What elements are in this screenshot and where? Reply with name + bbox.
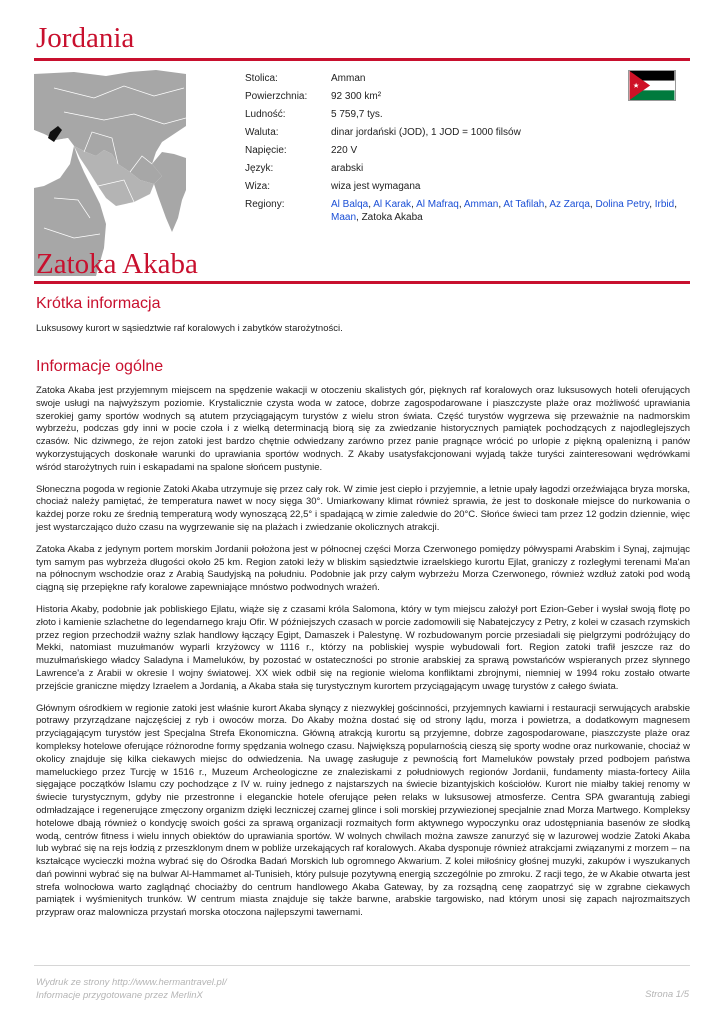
footer-credit: Informacje przygotowane przez MerlinX [36, 990, 203, 1001]
short-info-heading: Krótka informacja [36, 295, 161, 312]
jordan-flag [628, 70, 676, 101]
fact-value: 92 300 km² [331, 91, 382, 102]
title-divider [34, 58, 690, 61]
fact-value: 220 V [331, 145, 358, 156]
region-link-irbid[interactable]: Irbid [654, 199, 675, 210]
fact-label: Napięcie: [245, 145, 287, 156]
fact-label: Waluta: [245, 127, 279, 138]
paragraph: Słoneczna pogoda w regionie Zatoki Akaba utrzymuje się przez cały rok. W zimie jest ciepło i przyjemnie, a letnie upały łagodzi orzeźwiająca bryza morska, chociaż należy pamiętać, że temperatura nawet w nocy sięga 30°. Umiarkowany klimat również sprawia, że jest to doskonałe miejsce do nurkowania o każdej porze roku ze średnią temperaturą wody wynoszącą 22,5° i spadającą w zimie zaledwie do 20°C. Słońce świeci tam przez 12 godzin dziennie, więc jest wystarczająco dużo czasu na wygrzewanie się na plażach i zwiedzanie okolicznych atrakcji. [36, 483, 690, 533]
fact-label: Powierzchnia: [245, 91, 308, 102]
fact-area [245, 90, 690, 103]
paragraph: Historia Akaby, podobnie jak pobliskiego Ejlatu, wiąże się z czasami króla Salomona, który w tym miejscu założył port Ezion-Geber i wysłał swoją flotę po złoto i kamienie szlachetne do legendarnego kraju Ofir. W późniejszych czasach w porcie zadomowili się Nabatejczycy z Petry, z kolei w czasach rzymskich przez region przechodził ważny szlak handlowy łączący Egipt, Damaszek i Palestynę. W rozbudowanym porcie przesiadali się pielgrzymi podróżujący do Mekki, natomiast muzułmanów wyparli krzyżowcy w 1116 r., którzy na pobliskiej wyspie wybudowali fort. Region zatoki trafił jeszcze raz do muzułmańskiego władcy Saladyna i Mameluków, by pozostać w ostateczności po stronie arabskiej za sprawą powstańców wspieranych przez słynnego Lawrence'a z Arabii w okresie I wojny światowej. XX wiek odbił się na regionie wieloma konfliktami zbrojnymi, niemniej w 1994 roku zostało otwarte przejście graniczne między Izraelem a Jordanią, a Akaba stała się turystycznym kurortem przyciągającym uwagę turystów z całego świata. [36, 603, 691, 692]
paragraph: Zatoka Akaba jest przyjemnym miejscem na spędzenie wakacji w otoczeniu skalistych gór, pięknych raf koralowych oraz luksusowych hoteli oferujących swoje usługi na najwyższym poziomie. Krystalicznie czysta woda w zatoce, dobrze zagospodarowane i piaszczyste plaże oraz możliwość uprawiania szerokiej gamy sportów wodnych są atutem przyciągającym turystów z wielu stron świata. Część turystów wygrzewa się przeważnie na nadmorskim wybrzeżu, podczas gdy inni w pocie czoła i z wielką determinacją biorą się za zwiedzanie historycznych pamiątek pochodzących z najodleglejszych czasów. Nic dziwnego, że rejon zatoki jest bardzo chętnie odwiedzany zarówno przez panie pragnące wrócić po urlopie z piękną opalenizną i panów wykorzystujących doskonałe warunki do uprawiania sportów wodnych. Z Akaby usatysfakcjonowani wyjadą także turyści zainteresowani wędrówkami wśród starożytnych ruin i eskapadami na spalone słońcem pustynie. [36, 385, 690, 473]
place-title: Zatoka Akaba [36, 248, 198, 280]
general-info-body [36, 385, 690, 929]
fact-capital [245, 72, 690, 85]
fact-language [245, 162, 690, 175]
page-number: Strona 1/5 [645, 989, 689, 1000]
fact-population [245, 108, 690, 121]
fact-label: Ludność: [245, 109, 286, 120]
fact-currency [245, 126, 690, 139]
flag-graphic [629, 71, 675, 100]
facts-table [245, 72, 690, 229]
footer-source: Wydruk ze strony http://www.hermantravel.pl/ [36, 977, 227, 988]
general-info-heading: Informacje ogólne [36, 358, 164, 375]
fact-regions [245, 198, 690, 224]
regions-list: Al Balqa, Al Karak, Al Mafraq, Amman, At Tafilah, Az Zarqa, Dolina Petry, Irbid, Maan, Zatoka Akaba [331, 199, 677, 223]
region-link-al-balqa[interactable]: Al Balqa [331, 199, 369, 210]
fact-value: arabski [331, 163, 364, 174]
short-info-text: Luksusowy kurort w sąsiedztwie raf koralowych i zabytków starożytności. [36, 323, 343, 334]
paragraph: Zatoka Akaba z jedynym portem morskim Jordanii położona jest w północnej części Morza Czerwonego pomiędzy półwyspami Arabskim i Synaj, zajmując tym samym pas wybrzeża długości około 25 km. Region zatoki leży w bliskim sąsiedztwie izraelskiego kurortu Ejlat, graniczy z rozległymi terenami Ma'an na północnym wschodzie oraz z Arabią Saudyjską na południu. Podobnie jak przy całym wybrzeżu Morza Czerwonego, również wzdłuż zatoki pod wodą ciągną się przepiękne rafy koralowe zapewniające mnóstwo podwodnych wrażeń. [36, 543, 690, 594]
fact-value: 5 759,7 tys. [331, 109, 383, 120]
paragraph: Głównym ośrodkiem w regionie zatoki jest właśnie kurort Akaba słynący z niezwykłej gościnności, przyjemnych kawiarni i restauracji serwujących arabskie potrawy przyrządzane najczęściej z ryb i owoców morza. Do Akaby można dostać się od strony lądu, morza i powietrza, a dodatkowym magnesem przyciągającym turystów jest Specjalna Strefa Ekonomiczna. Główną atrakcją kurortu są przyjemne, dobrze zagospodarowane, piaszczyste plaże oraz kompleksy hotelowe oferujące różnorodne formy spędzania wolnego czasu. Największą popularnością cieszą się sporty wodne oraz nurkowanie, chociaż w okolicy znajduje się kilka ciekawych miejsc do odwiedzenia. Na uwagę zasługuje z pewnością fort Mameluków powstały przed podbojem państwa mameluckiego przez Turcję w 1516 r., Muzeum Archeologiczne ze znaleziskami z południowych regionów Jordanii, fundamenty miasta-fortecy Aiila sięgające początków Islamu czy pochodzące z IV w. ruiny jednego z najstarszych na świecie bizantyjskich kościołów. Kurort nie miałby takiej renomy w świecie turystycznym, gdyby nie przestronne i eleganckie hotele oferujące pełen relaks w luksusowej atmosferze. Centra SPA gwarantują zabiegi odmładzające i regenerujące zmęczony organizm dzięki leczniczej czarnej glince i soli morskiej przywiezionej specjalnie znad Morza Martwego. Kompleksy hotelowe dbają również o kondycję swoich gości za sprawą organizacji rozmaitych form aktywnego wypoczynku oraz udostępniania basenów ze słodką wodą, centrów fitness i wielu innych obiektów do uprawiania sportów. W wolnych chwilach można zawsze zanurzyć się w lazurowej wodzie Zatoki Akaba lub wybrać się na rejs łodzią z przeszklonym dnem w pobliże urzekających raf koralowych. Akaba dysponuje również atrakcjami związanymi z morzem – na kształcące wycieczki można wybrać się do Ośrodka Badań Morskich lub ogromnego Akwarium. Z kolei miłośnicy głośnej muzyki, zakupów i wyszukanych dań powinni wybrać się na bulwar Al-Hammamet al-Tunisieh, który pulsuje pozytywną energią szczególnie po zmroku. Z racji tego, że w Akabie otwarta jest strefa wolnocłowa warto zaglądnąć chociażby do centrum handlowego Akaba Gateway, by za rozsądną cenę zaopatrzyć się w zgrabne ciekawych pamiątek i wyśmienitych trunków. W centrum miasta znajduje się także barwne, arabskie targowisko, nad którym unosi się zapach najrozmaitszych przypraw oraz malownicza przystań morska otoczona najlepszymi tawernami. [36, 702, 690, 919]
section-divider [34, 281, 690, 284]
fact-voltage [245, 144, 690, 157]
fact-value: Amman [331, 73, 366, 84]
country-title: Jordania [36, 22, 135, 54]
fact-visa [245, 180, 690, 193]
region-link-maan[interactable]: Maan [331, 212, 357, 223]
fact-label: Regiony: [245, 199, 285, 210]
fact-value: dinar jordański (JOD), 1 JOD = 1000 filsów [331, 127, 521, 138]
fact-label: Język: [245, 163, 274, 174]
fact-label: Stolica: [245, 73, 278, 84]
region-link-dolina-petry[interactable]: Dolina Petry [595, 199, 650, 210]
region-current: Zatoka Akaba [361, 212, 423, 223]
fact-label: Wiza: [245, 181, 270, 192]
region-link-al-karak[interactable]: Al Karak [373, 199, 412, 210]
footer [36, 976, 227, 1002]
region-link-amman[interactable]: Amman [463, 199, 499, 210]
fact-value: wiza jest wymagana [331, 181, 421, 192]
footer-divider [34, 965, 690, 966]
region-link-az-zarqa[interactable]: Az Zarqa [549, 199, 590, 210]
region-link-at-tafilah[interactable]: At Tafilah [503, 199, 545, 210]
location-map [34, 68, 186, 276]
region-link-al-mafraq[interactable]: Al Mafraq [416, 199, 459, 210]
